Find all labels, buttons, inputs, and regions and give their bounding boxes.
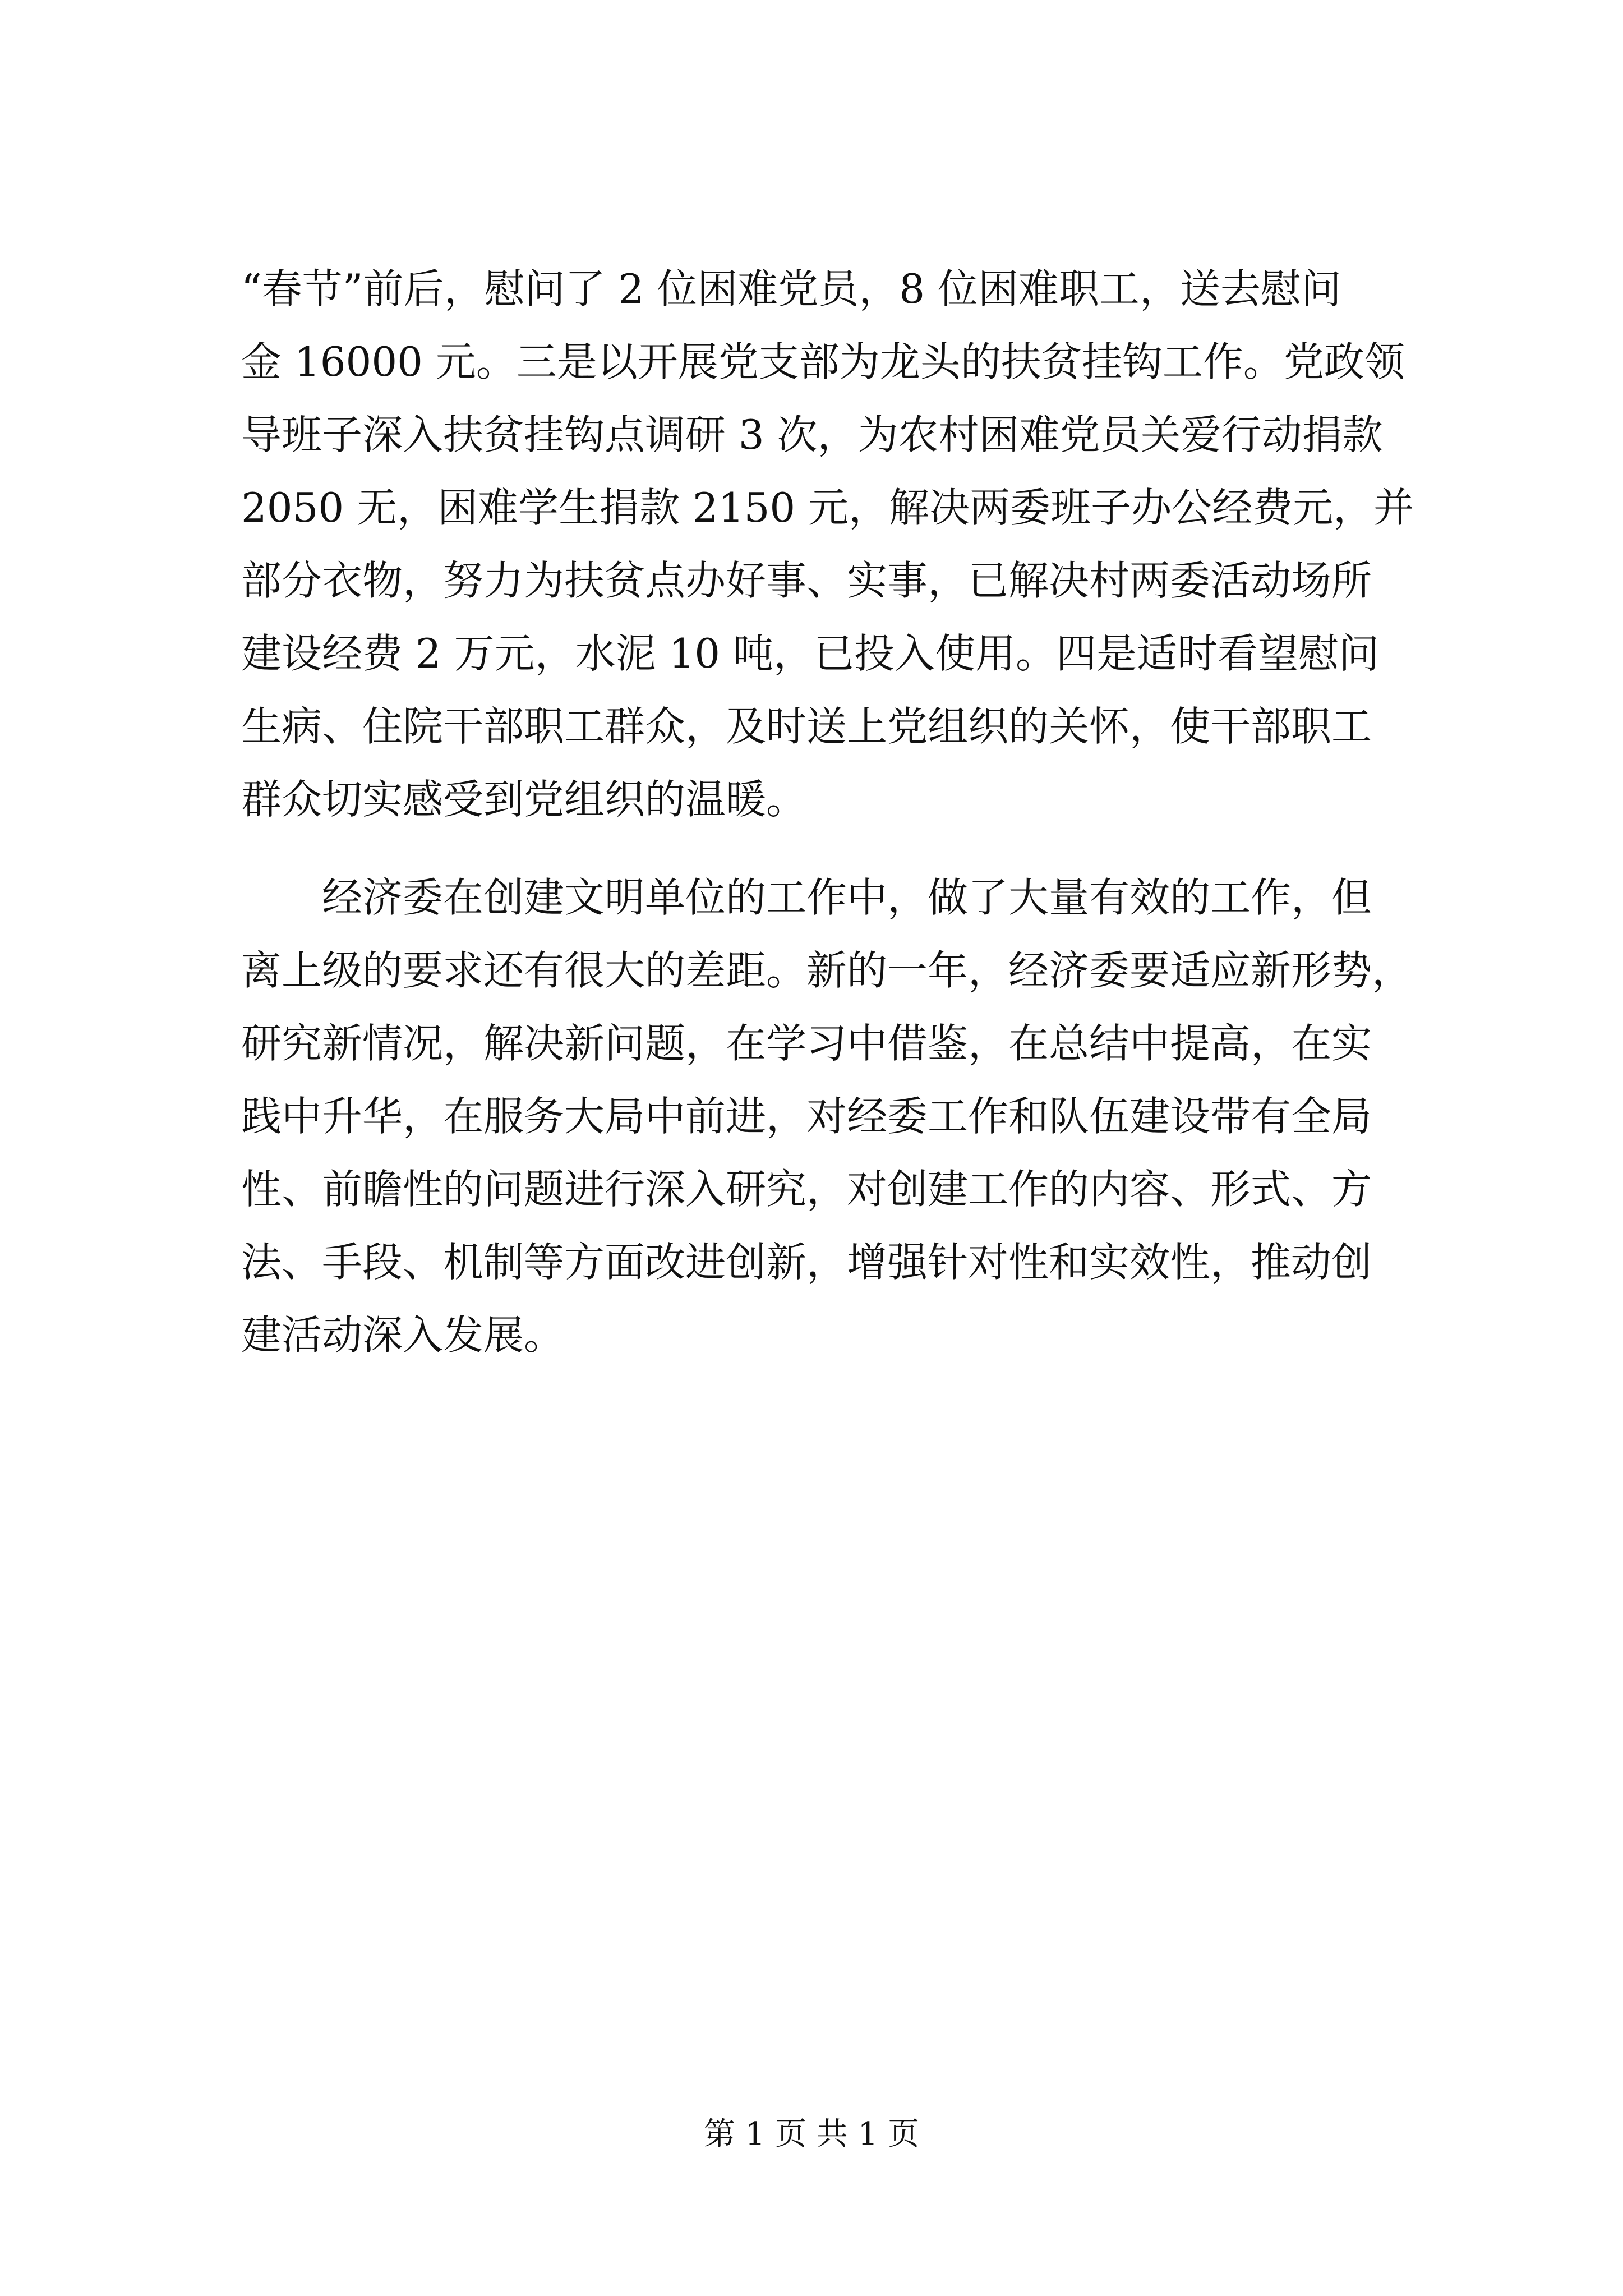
paragraph-1 [241,252,1419,836]
paragraph-line: 研究新情况，解决新问题，在学习中借鉴，在总结中提高，在实 [241,1020,1372,1067]
paragraph-line: 金 16000 元。三是以开展党支部为龙头的扶贫挂钩工作。党政领 [241,338,1405,385]
paragraph-line: 导班子深入扶贫挂钩点调研 3 次，为农村困难党员关爱行动捐款 [241,411,1383,458]
paragraph-line: 法、手段、机制等方面改进创新，增强针对性和实效性，推动创 [241,1239,1372,1286]
document-body [241,252,1419,1372]
paragraph-line: “春节”前后，慰问了 2 位困难党员，8 位困难职工，送去慰问 [241,265,1341,312]
paragraph-line: 生病、住院干部职工群众，及时送上党组织的关怀，使干部职工 [241,703,1372,750]
paragraph-spacer [241,836,1419,861]
page-number-footer: 第 1 页 共 1 页 [703,2116,920,2152]
paragraph-line: 群众切实感受到党组织的温暖。 [241,776,807,823]
paragraph-line: 经济委在创建文明单位的工作中，做了大量有效的工作，但 [322,874,1372,921]
paragraph-line: 建活动深入发展。 [241,1312,565,1359]
paragraph-line: 2050 无，困难学生捐款 2150 元，解决两委班子办公经费元，并 [241,484,1414,531]
paragraph-line: 部分衣物，努力为扶贫点办好事、实事，已解决村两委活动场所 [241,557,1372,604]
paragraph-line: 离上级的要求还有很大的差距。新的一年，经济委要适应新形势， [241,947,1413,994]
paragraph-line: 建设经费 2 万元，水泥 10 吨，已投入使用。四是适时看望慰问 [241,630,1379,677]
paragraph-line: 践中升华，在服务大局中前进，对经委工作和队伍建设带有全局 [241,1093,1372,1140]
paragraph-2 [241,861,1419,1372]
paragraph-line: 性、前瞻性的问题进行深入研究，对创建工作的内容、形式、方 [241,1166,1372,1213]
